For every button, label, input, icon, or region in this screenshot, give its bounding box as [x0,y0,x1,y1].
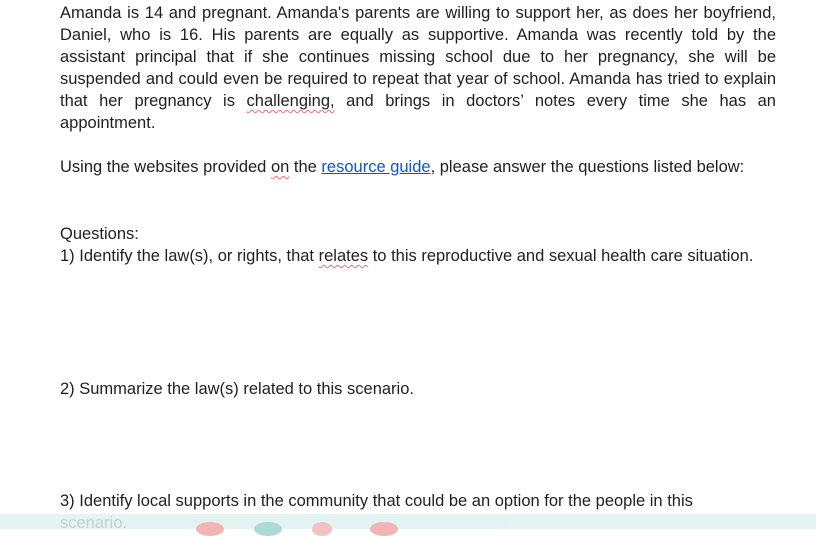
question-2: 2) Summarize the law(s) related to this scenario. [60,380,414,398]
spellcheck-flagged-word[interactable]: on [270,158,290,176]
scenario-paragraph [60,2,776,134]
questions-heading: Questions: [60,225,139,243]
document-body [60,2,776,534]
question-1-text: 1) Identify the law(s), or rights, that [60,247,319,265]
instructions-text: , please answer the questions listed below: [430,158,745,176]
overlay-blob [254,522,282,536]
spellcheck-flagged-word[interactable]: challenging, [246,92,335,110]
instructions-line [60,156,776,178]
overlay-blob [370,522,398,536]
resource-guide-link[interactable]: resource guide [321,158,431,176]
spellcheck-flagged-word[interactable]: relates [318,247,369,265]
scenario-text: Amanda is 14 and pregnant. Amanda's parents are willing to support her, as does her boyfriend, Daniel, who is 16. His parents are equally as supportive. Amanda was recently told by the assistant principal that if she continues missing school due to her pregnancy, she will be suspended and could even be required to repeat that year of school. Amanda has tried to explain that her pregnancy is [60,4,776,110]
instructions-text: Using the websites provided [60,158,271,176]
overlay-blob [312,522,332,536]
question-1 [60,245,776,267]
overlay-blob [196,522,224,536]
bottom-toolbar-overlay [0,514,816,529]
instructions-text: the [289,158,322,176]
question-1-text-end: to this reproductive and sexual health care situation. [368,247,754,265]
question-3: 3) Identify local supports in the community that could be an option for the people in this [60,492,693,510]
scenario-text-end: and brings in doctors’ notes every time she has an appointment. [60,92,776,132]
